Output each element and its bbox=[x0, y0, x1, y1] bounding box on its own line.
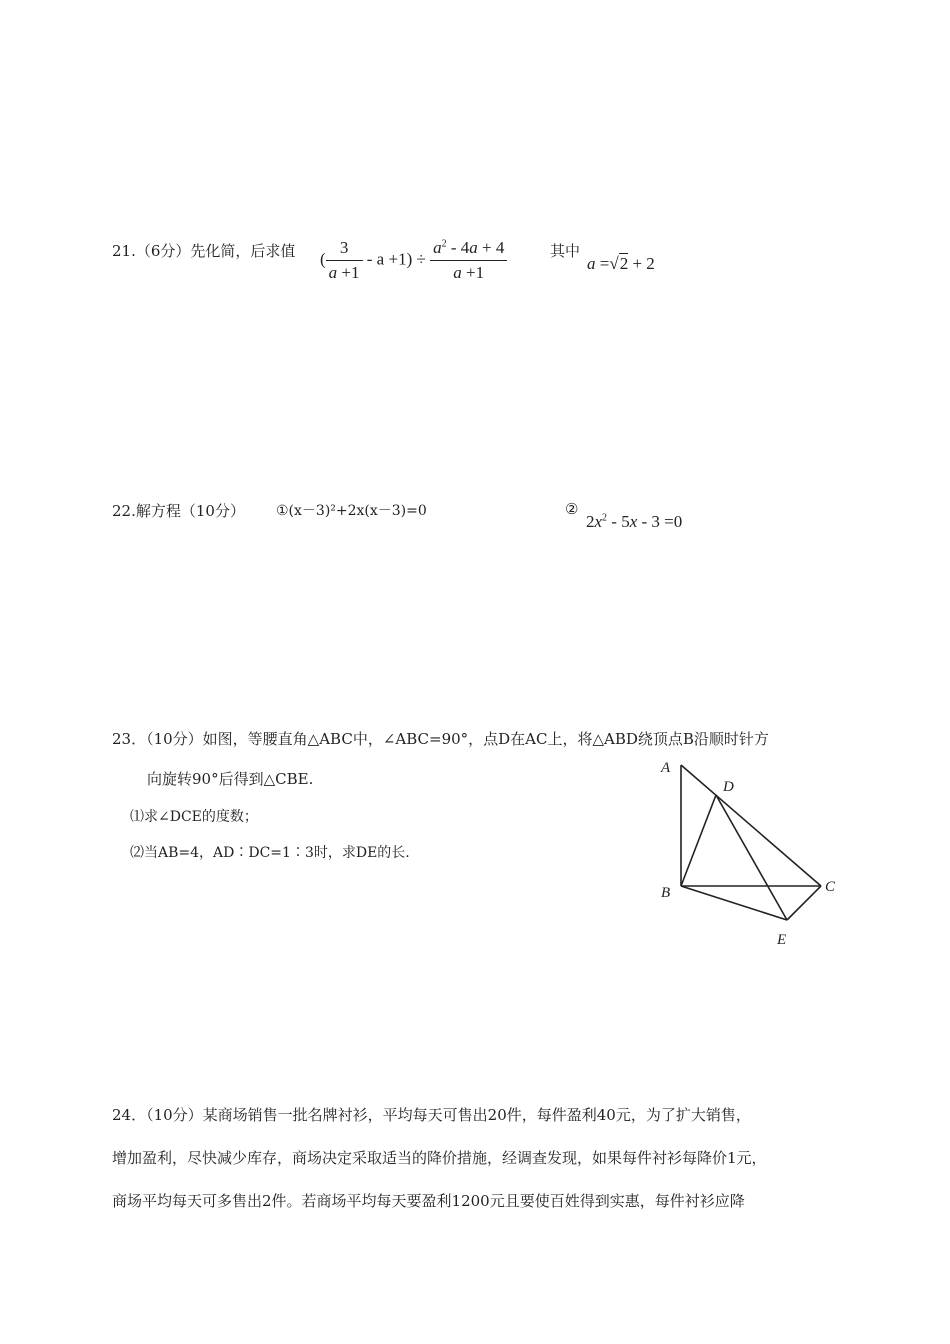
q22-label: 22.解方程（10分） bbox=[112, 502, 245, 520]
q23-sub-question-1: ⑴求∠DCE的度数； bbox=[130, 809, 258, 825]
fraction-2-numerator: $a^2 - 4a + 4$ bbox=[430, 238, 507, 261]
minus-a: - a bbox=[366, 249, 385, 269]
label-A: A bbox=[661, 760, 671, 776]
segment-CE bbox=[787, 886, 821, 920]
label-B: B bbox=[661, 885, 671, 901]
q24-line-1: 24．（10分）某商场销售一批名牌衬衫，平均每天可售出20件，每件盈利40元，为了扩大销售， bbox=[112, 1106, 751, 1124]
q23-line-1: 23．（10分）如图，等腰直角△ABC中，∠ABC=90°，点D在AC上，将△ABD绕顶点B沿顺时针方 bbox=[112, 730, 769, 748]
q23-line-2: 向旋转90°后得到△CBE. bbox=[147, 770, 314, 788]
fraction-1 bbox=[326, 238, 363, 283]
label-D: D bbox=[723, 779, 734, 795]
open-paren: ( bbox=[320, 249, 326, 269]
fraction-2-denominator: a +1 bbox=[453, 263, 485, 282]
q22-equation-2: $2x^2 - 5x - 3 =0$ bbox=[586, 512, 683, 531]
plus-one-divide: +1) ÷ bbox=[384, 249, 426, 269]
q24-line-3: 商场平均每天可多售出2件。若商场平均每天要盈利1200元且要使百姓得到实惠，每件衬衫应降 bbox=[112, 1192, 745, 1210]
label-C: C bbox=[825, 879, 836, 895]
segment-AC bbox=[681, 765, 821, 886]
segment-BD bbox=[681, 795, 716, 886]
label-E: E bbox=[777, 932, 787, 948]
fraction-2 bbox=[430, 238, 507, 283]
fraction-1-denominator: a +1 bbox=[328, 263, 360, 282]
q21-where-label: 其中 bbox=[550, 242, 581, 260]
q23-sub-question-2: ⑵当AB=4，AD∶DC=1∶3时，求DE的长. bbox=[130, 845, 410, 861]
sqrt-radicand: 2 bbox=[619, 254, 629, 273]
q21-expression bbox=[320, 238, 507, 283]
q22-equation-1: ①(x－3)²+2x(x－3)=0 bbox=[276, 503, 427, 519]
q21-label: 21.（6分）先化简，后求值 bbox=[112, 242, 296, 260]
q24-line-2: 增加盈利，尽快减少库存，商场决定采取适当的降价措施，经调查发现，如果每件衬衫每降价1元， bbox=[112, 1149, 767, 1167]
q24-paragraph bbox=[112, 1094, 767, 1223]
q23-geometry-figure bbox=[655, 750, 845, 950]
q21-value: a =√2 + 2 bbox=[587, 254, 655, 273]
q22-circle-2: ② bbox=[565, 500, 579, 518]
fraction-1-numerator: 3 bbox=[326, 238, 363, 261]
